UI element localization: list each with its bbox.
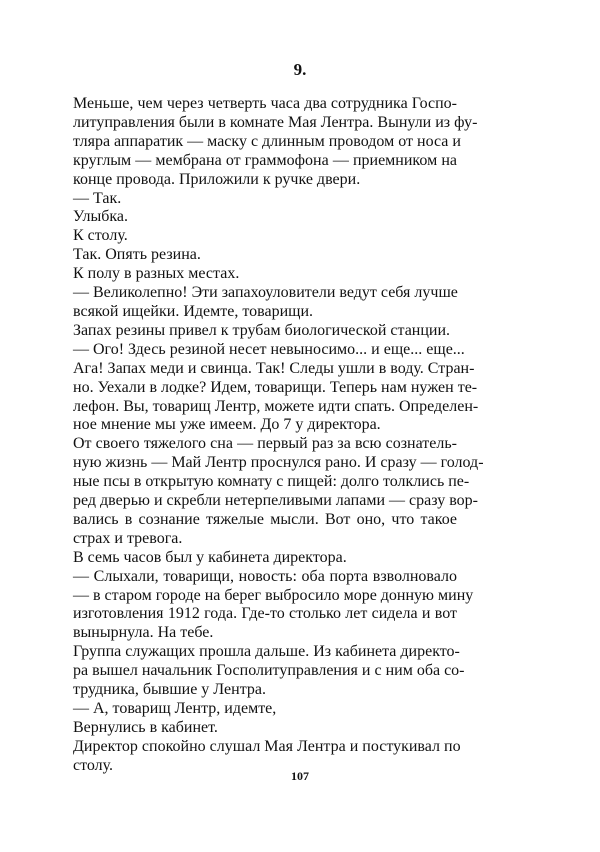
text-line: вались в сознание тяжелые мысли. Вот оно, что такое xyxy=(73,510,457,528)
text-line: столу. xyxy=(73,756,114,774)
text-line: но. Уехали в лодке? Идем, товарищи. Теперь нам нужен те- xyxy=(73,378,478,396)
text-line: Меньше, чем через четверть часа два сотрудника Госпо- xyxy=(73,95,457,112)
text-line: конце провода. Приложили к ручке двери. xyxy=(73,170,361,188)
text-line: Улыбка. xyxy=(73,208,129,226)
text-line: вынырнула. На тебе. xyxy=(73,624,214,642)
text-line: ра вышел начальник Госполитуправления и с ним оба со- xyxy=(73,662,465,680)
text-line: ред дверью и скребли нетерпеливыми лапами — сразу вор- xyxy=(73,492,478,510)
text-line: Группа служащих прошла дальше. Из кабинета директо- xyxy=(73,643,460,661)
text-line: — Так. xyxy=(73,189,122,207)
text-line: — Великолепно! Эти запахоуловители ведут себя лучше xyxy=(73,284,458,302)
text-line: В семь часов был у кабинета директора. xyxy=(73,548,347,566)
text-line: Так. Опять резина. xyxy=(73,246,201,264)
text-line: изготовления 1912 года. Где-то столько лет сидела и вот xyxy=(73,605,457,623)
text-line: От своего тяжелого сна — первый раз за всю сознатель- xyxy=(73,435,457,453)
text-line: Запах резины привел к трубам биологической станции. xyxy=(73,321,451,339)
text-line: — Ого! Здесь резиной несет невыносимо... и еще... еще... xyxy=(73,340,465,358)
text-line: ные псы в открытую комнату с пищей: долго толклись пе- xyxy=(73,473,470,491)
chapter-heading: 9. xyxy=(293,60,307,79)
text-line: тляра аппаратик — маску с длинным проводом от носа и xyxy=(73,132,461,150)
text-line: ное мнение мы уже имеем. До 7 у директора. xyxy=(73,416,381,434)
text-line: всякой ищейки. Идемте, товарищи. xyxy=(73,302,314,320)
text-line: Ага! Запах меди и свинца. Так! Следы ушли в воду. Стран- xyxy=(73,359,475,377)
page-number: 107 xyxy=(291,769,309,783)
text-line: — А, товарищ Лентр, идемте, xyxy=(73,700,277,717)
text-line: Директор спокойно слушал Мая Лентра и постукивал по xyxy=(73,737,461,755)
body-text xyxy=(73,95,484,776)
text-line: Вернулись в кабинет. xyxy=(73,718,218,736)
text-line: страх и тревога. xyxy=(73,529,183,547)
text-line: К полу в разных местах. xyxy=(73,265,240,283)
text-line: литуправления были в комнате Мая Лентра. Вынули из фу- xyxy=(73,113,478,131)
text-line: — Слыхали, товарищи, новость: оба порта взволновало xyxy=(73,567,457,585)
text-line: лефон. Вы, товарищ Лентр, можете идти спать. Определен- xyxy=(73,397,479,415)
text-line: — в старом городе на берег выбросило море донную мину xyxy=(73,586,474,604)
text-line: круглым — мембрана от граммофона — приемником на xyxy=(73,151,457,169)
text-line: К столу. xyxy=(73,227,128,245)
text-line: ную жизнь — Май Лентр проснулся рано. И сразу — голод- xyxy=(73,454,484,472)
text-line: трудника, бывшие у Лентра. xyxy=(73,681,266,699)
